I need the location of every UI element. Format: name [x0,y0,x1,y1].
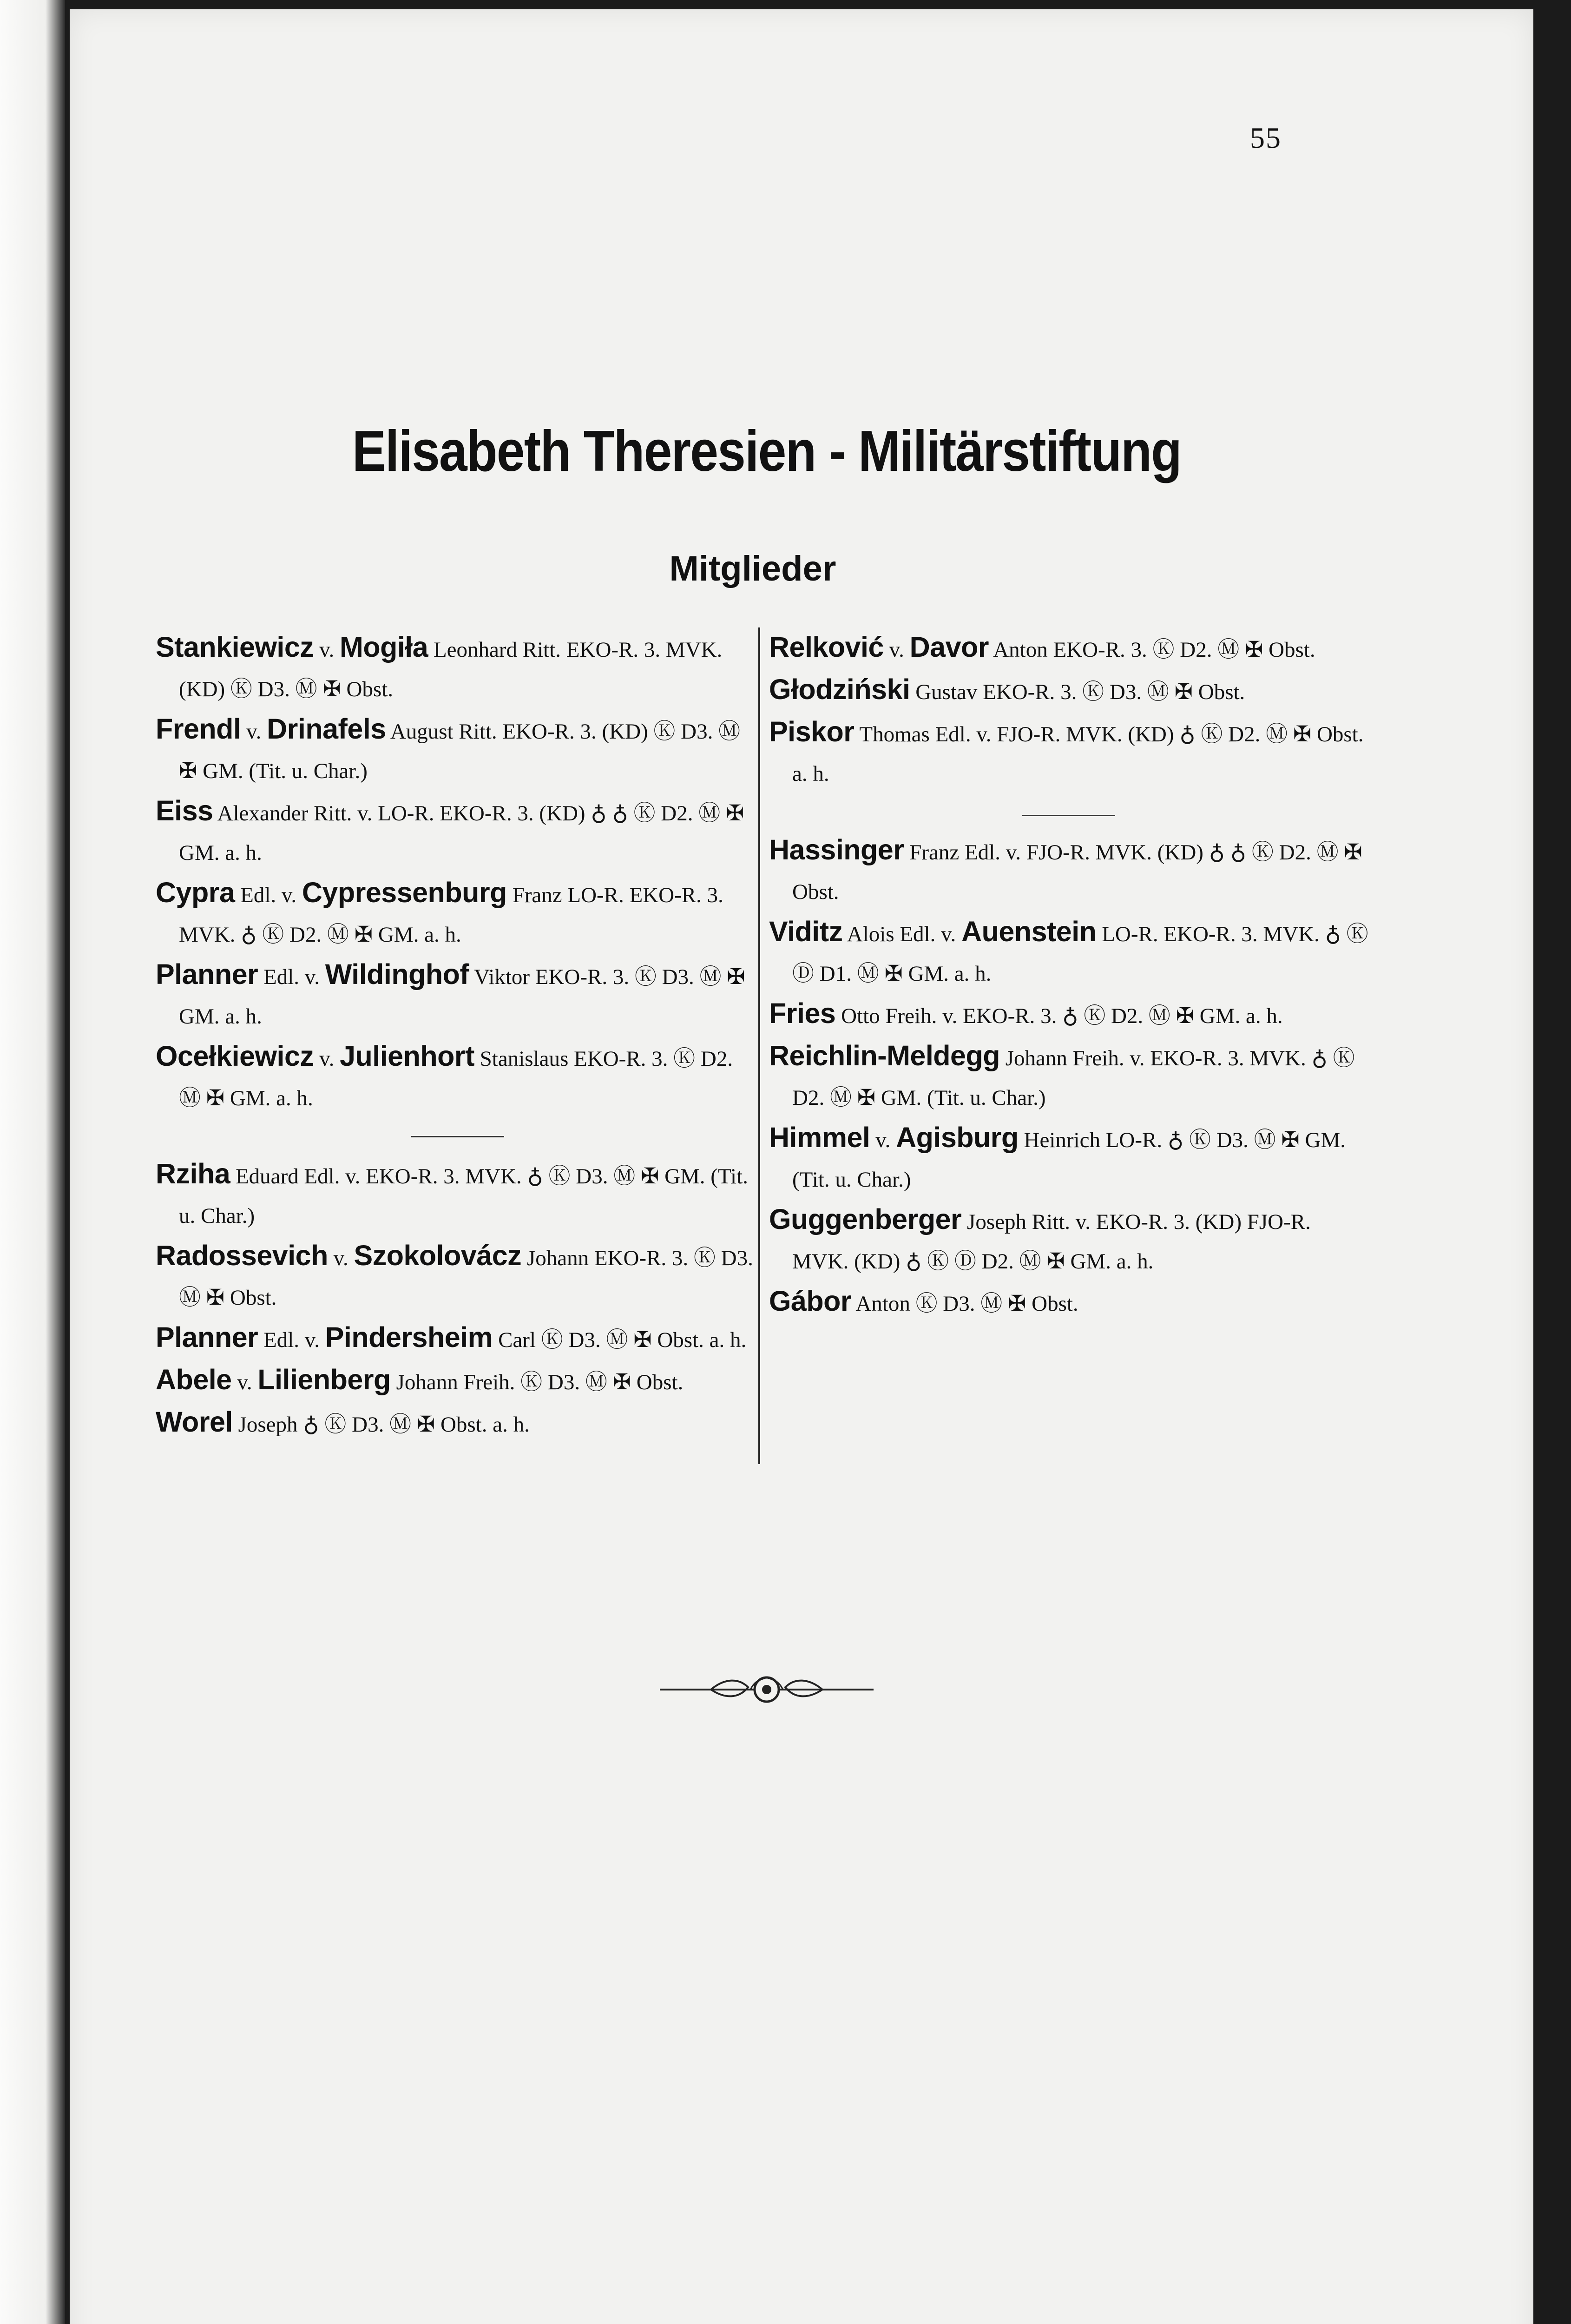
member-surname: Relković [769,631,884,663]
member-surname: Guggenberger [769,1203,962,1235]
member-predicate: Mogiła [340,631,428,663]
member-predicate: Auenstein [961,916,1097,947]
member-surname: Planner [156,958,258,990]
member-surname: Ocełkiewicz [156,1040,314,1072]
member-surname: Frendl [156,713,241,745]
member-surname: Viditz [769,916,843,947]
member-details: Johann Freih. v. EKO-R. 3. MVK. ♁ Ⓚ D2. Ⓜ ✠ GM. (Tit. u. Char.) [792,1046,1355,1110]
member-details: August Ritt. EKO-R. 3. (KD) Ⓚ D3. Ⓜ ✠ GM. (Tit. u. Char.) [179,720,741,783]
member-entry [156,1236,760,1318]
member-entry [769,1281,1368,1324]
member-particle: v. [875,1128,891,1152]
member-entry [769,712,1368,794]
member-entry [156,1037,760,1118]
member-details: Carl Ⓚ D3. Ⓜ ✠ Obst. a. h. [498,1328,747,1352]
member-details: Alexander Ritt. v. LO-R. EKO-R. 3. (KD) ♁ ♁ Ⓚ D2. Ⓜ ✠ GM. a. h. [179,801,744,865]
member-predicate: Agisburg [896,1122,1019,1153]
member-surname: Reichlin-Meldegg [769,1040,1000,1071]
member-particle: v. [889,638,904,662]
member-details: Viktor EKO-R. 3. Ⓚ D3. Ⓜ ✠ GM. a. h. [179,965,745,1029]
member-particle: Alois Edl. v. [847,922,956,946]
member-details: Anton EKO-R. 3. Ⓚ D2. Ⓜ ✠ Obst. [993,638,1315,662]
member-details: Franz LO-R. EKO-R. 3. MVK. ♁ Ⓚ D2. Ⓜ ✠ GM. a. h. [179,883,723,947]
member-predicate: Julienhort [340,1040,474,1072]
member-details: Eduard Edl. v. EKO-R. 3. MVK. ♁ Ⓚ D3. Ⓜ ✠ GM. (Tit. u. Char.) [179,1164,748,1228]
binding-edge [0,0,65,2324]
page-number: 55 [1250,121,1282,154]
page-title: Elisabeth Theresien - Militärstiftung [352,419,1182,483]
member-entry [769,912,1368,994]
member-predicate: Pindersheim [325,1321,493,1353]
member-entry [769,1036,1368,1118]
member-details: Otto Freih. v. EKO-R. 3. ♁ Ⓚ D2. Ⓜ ✠ GM. a. h. [841,1004,1283,1028]
member-details: Stanislaus EKO-R. 3. Ⓚ D2. Ⓜ ✠ GM. a. h. [179,1047,733,1110]
member-predicate: Lilienberg [257,1364,391,1395]
group-divider [411,1136,504,1137]
section-subtitle: Mitglieder [669,549,836,588]
member-predicate: Wildinghof [325,958,469,990]
left-group-2 [156,1154,760,1445]
right-group-2 [769,830,1368,1324]
member-surname: Głodziński [769,673,910,705]
member-entry [156,955,760,1037]
member-details: Johann Freih. Ⓚ D3. Ⓜ ✠ Obst. [396,1370,684,1394]
right-column [769,627,1368,1324]
member-details: Gustav EKO-R. 3. Ⓚ D3. Ⓜ ✠ Obst. [915,680,1245,704]
member-details: Johann EKO-R. 3. Ⓚ D3. Ⓜ ✠ Obst. [179,1246,753,1310]
member-particle: v. [246,720,262,744]
member-details: Joseph ♁ Ⓚ D3. Ⓜ ✠ Obst. a. h. [238,1413,530,1437]
member-surname: Abele [156,1364,232,1395]
member-surname: Hassinger [769,834,904,865]
member-entry [769,1118,1368,1200]
member-predicate: Cypressenburg [302,877,507,908]
column-divider [758,627,760,1464]
member-particle: Edl. v. [263,1328,320,1352]
member-surname: Himmel [769,1122,870,1153]
left-column [156,627,760,1445]
member-details: Anton Ⓚ D3. Ⓜ ✠ Obst. [855,1292,1078,1316]
end-ornament-icon [660,1669,874,1710]
member-details: Joseph Ritt. v. EKO-R. 3. (KD) FJO-R. MVK. (KD) ♁ Ⓚ Ⓓ D2. Ⓜ ✠ GM. a. h. [792,1210,1311,1274]
member-surname: Radossevich [156,1240,328,1271]
member-details: Franz Edl. v. FJO-R. MVK. (KD) ♁ ♁ Ⓚ D2. Ⓜ ✠ Obst. [792,840,1362,904]
member-details: Leonhard Ritt. EKO-R. 3. MVK. (KD) Ⓚ D3. Ⓜ ✠ Obst. [179,638,723,701]
member-entry [156,791,760,873]
left-group-1 [156,627,760,1118]
member-details: Thomas Edl. v. FJO-R. MVK. (KD) ♁ Ⓚ D2. Ⓜ ✠ Obst. a. h. [792,722,1364,786]
member-predicate: Davor [909,631,989,663]
member-surname: Worel [156,1406,233,1438]
member-entry [769,627,1368,670]
right-group-1 [769,627,1368,794]
member-predicate: Szokolovácz [354,1240,522,1271]
member-surname: Piskor [769,716,855,747]
member-entry [156,1318,760,1360]
member-particle: v. [237,1370,252,1394]
member-details: Heinrich LO-R. ♁ Ⓚ D3. Ⓜ ✠ GM. (Tit. u. Char.) [792,1128,1346,1192]
member-entry [769,830,1368,912]
member-details: LO-R. EKO-R. 3. MVK. ♁ Ⓚ Ⓓ D1. Ⓜ ✠ GM. a. h. [792,922,1368,986]
member-entry [156,1360,760,1402]
member-entry [156,627,760,709]
member-surname: Stankiewicz [156,631,314,663]
member-surname: Fries [769,997,836,1029]
member-surname: Rziha [156,1158,230,1189]
member-entry [156,1402,760,1445]
member-entry [156,709,760,791]
member-particle: v. [319,638,335,662]
member-entry [156,1154,760,1236]
member-entry [769,670,1368,712]
member-particle: v. [333,1246,348,1270]
member-predicate: Drinafels [267,713,386,745]
member-particle: Edl. v. [240,883,297,907]
member-entry [156,873,760,955]
group-divider [1022,815,1115,816]
member-surname: Planner [156,1321,258,1353]
member-surname: Gábor [769,1285,852,1317]
member-entry [769,1200,1368,1281]
member-particle: v. [319,1047,335,1071]
member-particle: Edl. v. [263,965,320,989]
member-surname: Cypra [156,877,235,908]
member-surname: Eiss [156,795,213,826]
member-entry [769,994,1368,1036]
